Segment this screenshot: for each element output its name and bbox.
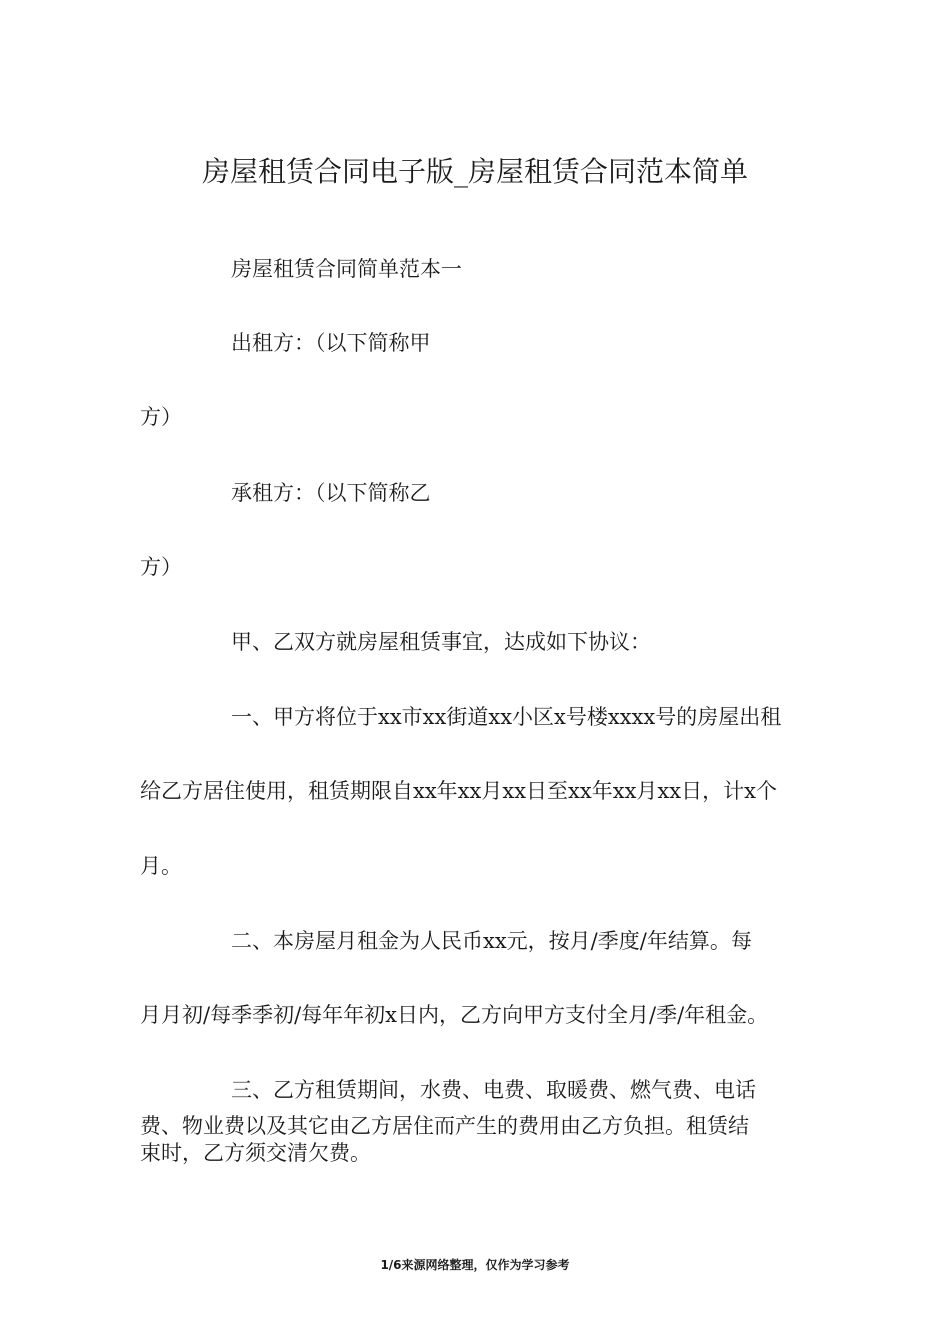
clause-2-line-2: 月月初/每季季初/每年年初x日内，乙方向甲方支付全月/季/年租金。 <box>140 1003 769 1027</box>
clause-3-line-3: 束时，乙方须交清欠费。 <box>140 1141 371 1165</box>
clause-1-line-3: 月。 <box>140 854 182 878</box>
page-footer: 1/6来源网络整理，仅作为学习参考 <box>380 1258 570 1272</box>
clause-1-line-2: 给乙方居住使用，租赁期限自xx年xx月xx日至xx年xx月xx日，计x个 <box>140 779 777 803</box>
lessee-line-continued: 方） <box>140 555 182 579</box>
clause-3-line-1: 三、乙方租赁期间，水费、电费、取暖费、燃气费、电话 <box>231 1078 756 1102</box>
lessor-line-continued: 方） <box>140 405 182 429</box>
lessor-line: 出租方：（以下简称甲 <box>231 331 431 355</box>
section-heading: 房屋租赁合同简单范本一 <box>231 257 462 281</box>
agreement-intro: 甲、乙双方就房屋租赁事宜，达成如下协议： <box>231 630 651 654</box>
lessee-line: 承租方：（以下简称乙 <box>231 481 431 505</box>
clause-1-line-1: 一、甲方将位于xx市xx街道xx小区x号楼xxxx号的房屋出租 <box>231 705 782 729</box>
clause-3-line-2: 费、物业费以及其它由乙方居住而产生的费用由乙方负担。租赁结 <box>140 1114 749 1138</box>
document-title: 房屋租赁合同电子版_房屋租赁合同范本简单 <box>201 155 748 188</box>
clause-2-line-1: 二、本房屋月租金为人民币xx元，按月/季度/年结算。每 <box>231 929 752 953</box>
